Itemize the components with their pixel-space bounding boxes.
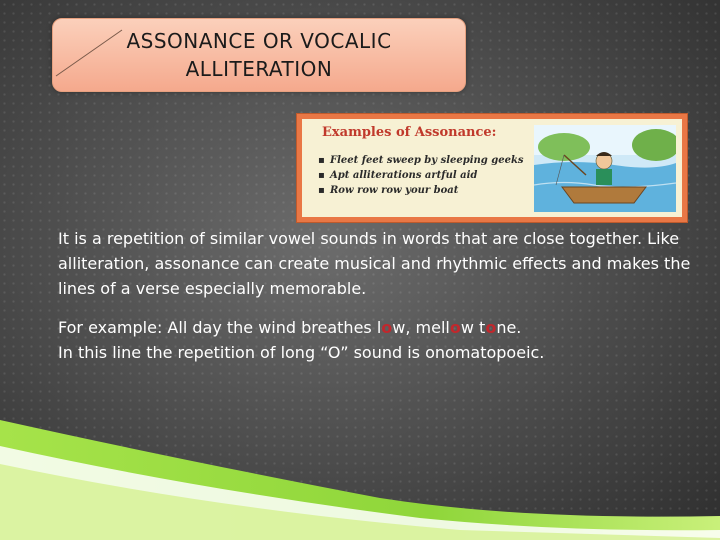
slide-title-line-1: ASSONANCE OR VOCALIC bbox=[126, 29, 392, 53]
example-item: ▪ Row row row your boat bbox=[318, 183, 524, 198]
definition-paragraph: It is a repetition of similar vowel sounds in words that are close together. Like alliteration, assonance can create musical and rhythmic effects and makes the lines of a verse especially memorable. bbox=[58, 229, 691, 298]
explanation-text: In this line the repetition of long “O” sound is onomatopoeic. bbox=[58, 343, 545, 362]
example-text: w t bbox=[460, 318, 486, 337]
example-item: ▪ Apt alliterations artful aid bbox=[318, 168, 524, 183]
example-sentence bbox=[58, 315, 698, 365]
slide-body bbox=[58, 226, 698, 365]
slide-title-line-2: ALLITERATION bbox=[185, 57, 333, 81]
highlighted-vowel: o bbox=[449, 318, 461, 337]
boy-in-boat-illustration bbox=[534, 125, 676, 212]
example-text: For example: All day the wind breathes l bbox=[58, 318, 382, 337]
example-text: w, mell bbox=[392, 318, 450, 337]
decorative-green-wave bbox=[0, 420, 720, 540]
assonance-examples-image bbox=[297, 114, 687, 222]
examples-heading: Examples of Assonance: bbox=[322, 125, 497, 140]
highlighted-vowel: o bbox=[381, 318, 393, 337]
highlighted-vowel: o bbox=[485, 318, 497, 337]
example-item: ▪ Fleet feet sweep by sleeping geeks bbox=[318, 153, 524, 168]
example-text: ne. bbox=[496, 318, 522, 337]
decorative-slash bbox=[52, 18, 132, 78]
examples-list bbox=[318, 153, 524, 198]
